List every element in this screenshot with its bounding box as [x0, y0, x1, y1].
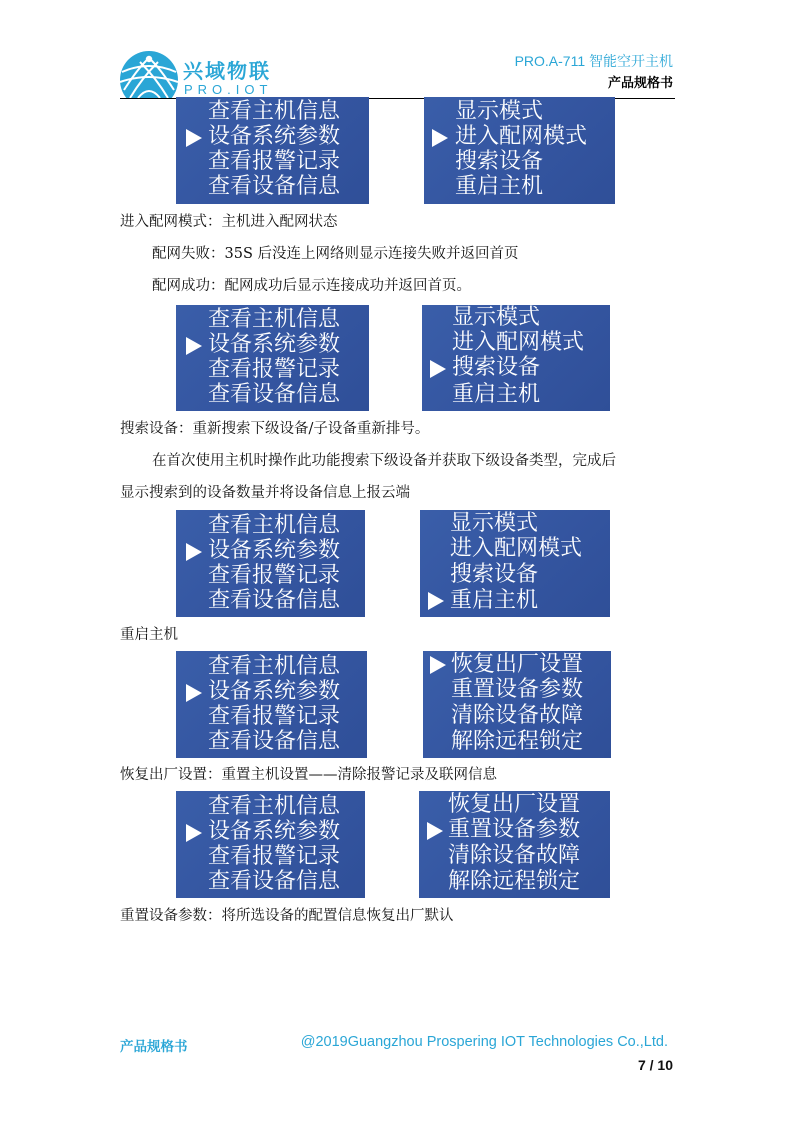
menu-item: 查看主机信息 [208, 307, 341, 332]
menu-item: 清除设备故障 [448, 843, 581, 868]
menu-item: 显示模式 [452, 305, 541, 330]
menu-item-selected: 重启主机 [450, 588, 539, 613]
menu-item-selected: 搜索设备 [452, 355, 541, 380]
menu-item-selected: 设备系统参数 [208, 124, 341, 149]
footer-copyright: @2019Guangzhou Prospering IOT Technologies Co.,Ltd. [300, 1034, 668, 1050]
menu-item: 进入配网模式 [450, 536, 583, 561]
selection-arrow-icon [186, 684, 202, 702]
menu-item: 查看主机信息 [208, 794, 341, 819]
menu-item: 重启主机 [455, 174, 544, 199]
menu-item: 查看设备信息 [208, 729, 341, 754]
main-menu-screen [176, 97, 369, 204]
menu-item: 重启主机 [452, 382, 541, 407]
network-submenu-screen [420, 510, 610, 617]
menu-item: 搜索设备 [450, 562, 539, 587]
selection-arrow-icon [427, 822, 443, 840]
paragraph: 搜索设备：重新搜索下级设备/子设备重新排号。 [120, 421, 430, 437]
main-menu-screen [176, 791, 365, 898]
paragraph: 在首次使用主机时操作此功能搜索下级设备并获取下级设备类型，完成后 [152, 453, 616, 469]
menu-item-selected: 恢复出厂设置 [451, 652, 584, 677]
selection-arrow-icon [428, 592, 444, 610]
main-menu-screen [176, 305, 369, 411]
selection-arrow-icon [432, 129, 448, 147]
menu-item: 恢复出厂设置 [448, 792, 581, 817]
selection-arrow-icon [186, 129, 202, 147]
main-menu-screen [176, 510, 365, 617]
menu-item: 查看报警记录 [208, 563, 341, 588]
logo-chinese-name: 兴域物联 [183, 59, 271, 83]
menu-item: 查看报警记录 [208, 149, 341, 174]
menu-item: 重置设备参数 [451, 677, 584, 702]
menu-item: 解除远程锁定 [451, 729, 584, 754]
menu-item: 进入配网模式 [452, 330, 585, 355]
menu-item: 查看报警记录 [208, 844, 341, 869]
menu-item-selected: 进入配网模式 [455, 124, 588, 149]
paragraph: 配网失败：35S 后没连上网络则显示连接失败并返回首页 [152, 246, 519, 262]
menu-item-selected: 设备系统参数 [208, 332, 341, 357]
footer-doc-label: 产品规格书 [120, 1039, 188, 1055]
menu-item: 搜索设备 [455, 149, 544, 174]
paragraph: 显示搜索到的设备数量并将设备信息上报云端 [120, 485, 410, 501]
menu-item: 查看主机信息 [208, 99, 341, 124]
logo-english-name: PRO.IOT [184, 82, 273, 97]
main-menu-screen [176, 651, 367, 758]
menu-item: 查看设备信息 [208, 382, 341, 407]
menu-item: 查看设备信息 [208, 869, 341, 894]
menu-item-selected: 设备系统参数 [208, 679, 341, 704]
selection-arrow-icon [186, 337, 202, 355]
network-submenu-screen [422, 305, 610, 411]
paragraph: 恢复出厂设置：重置主机设置——清除报警记录及联网信息 [120, 767, 497, 783]
selection-arrow-icon [186, 824, 202, 842]
menu-item: 查看主机信息 [208, 654, 341, 679]
paragraph: 进入配网模式：主机进入配网状态 [120, 214, 338, 230]
paragraph: 重启主机 [120, 627, 178, 643]
menu-item: 清除设备故障 [451, 703, 584, 728]
menu-item: 查看报警记录 [208, 704, 341, 729]
menu-item: 显示模式 [450, 511, 539, 536]
reset-submenu-screen [423, 651, 611, 758]
menu-item-selected: 重置设备参数 [448, 817, 581, 842]
menu-item: 查看主机信息 [208, 513, 341, 538]
menu-item: 解除远程锁定 [448, 869, 581, 894]
document-subtitle: 产品规格书 [607, 76, 673, 91]
menu-item: 查看设备信息 [208, 588, 341, 613]
menu-item: 显示模式 [455, 99, 544, 124]
selection-arrow-icon [430, 656, 446, 674]
document-title: PRO.A-711 智能空开主机 [514, 53, 673, 69]
menu-item: 查看报警记录 [208, 357, 341, 382]
menu-item-selected: 设备系统参数 [208, 819, 341, 844]
page-number: 7 / 10 [637, 1057, 673, 1073]
selection-arrow-icon [430, 360, 446, 378]
paragraph: 配网成功：配网成功后显示连接成功并返回首页。 [152, 278, 471, 294]
menu-item-selected: 设备系统参数 [208, 538, 341, 563]
network-submenu-screen [424, 97, 615, 204]
paragraph: 重置设备参数：将所选设备的配置信息恢复出厂默认 [120, 908, 454, 924]
selection-arrow-icon [186, 543, 202, 561]
reset-submenu-screen [419, 791, 610, 898]
menu-item: 查看设备信息 [208, 174, 341, 199]
